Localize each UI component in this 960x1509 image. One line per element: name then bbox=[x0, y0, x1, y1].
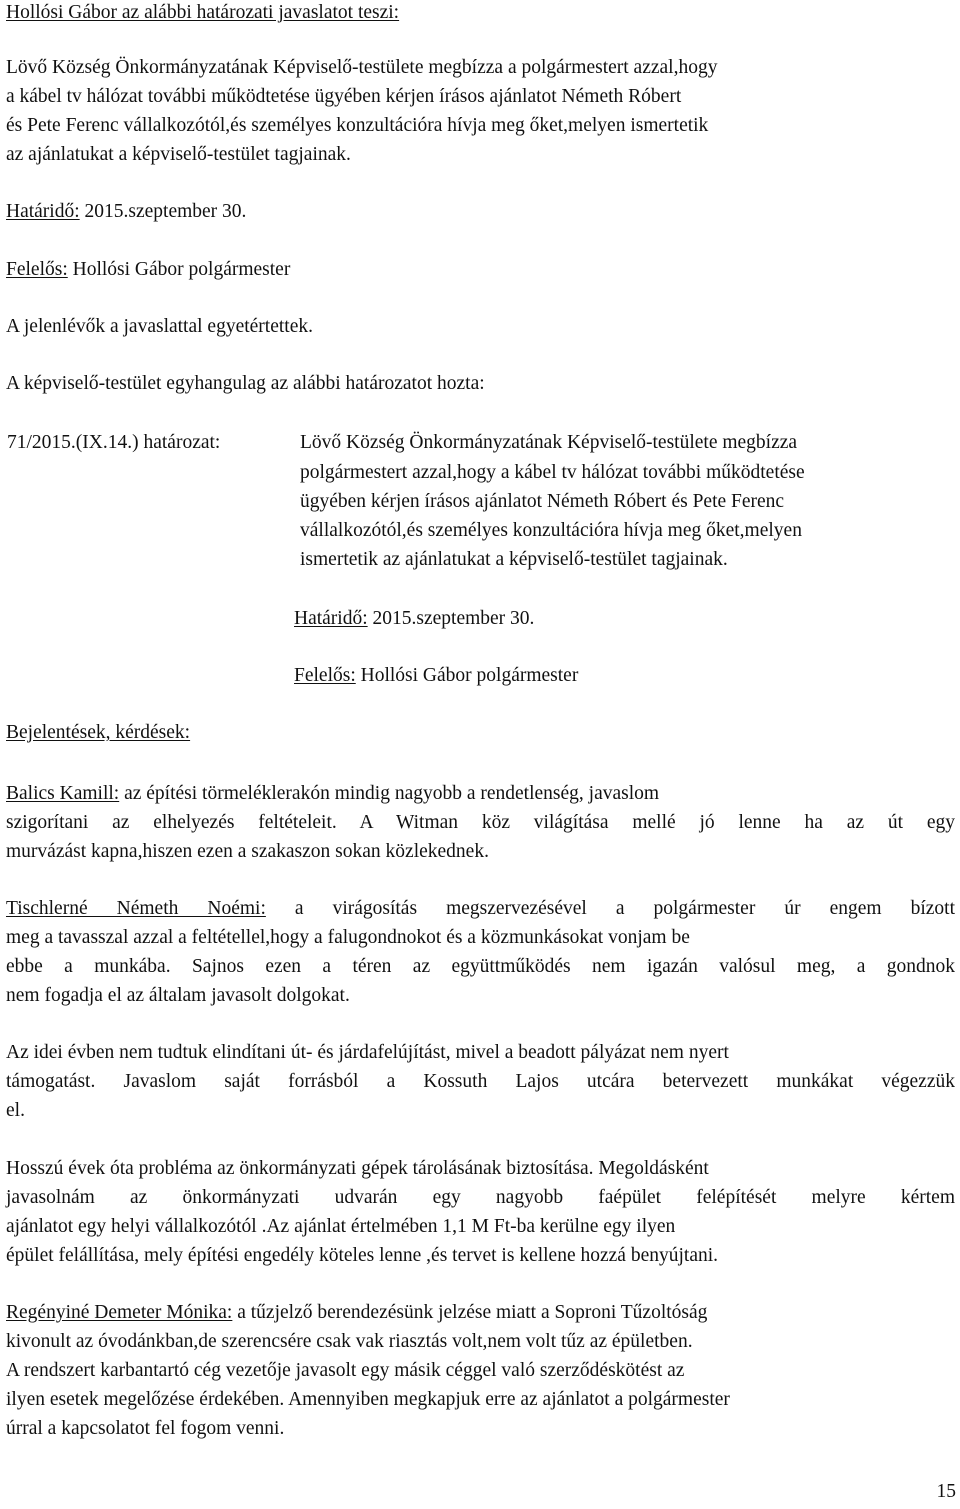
speaker-name: Tischlerné Németh Noémi: bbox=[6, 898, 266, 919]
responsible bbox=[6, 257, 290, 283]
resolution-line: Lövő Község Önkormányzatának Képviselő-testülete megbízza bbox=[300, 432, 798, 453]
page-number: 15 bbox=[936, 1481, 956, 1502]
machines-line: javasolnám az önkormányzati udvarán egy nagyobb faépület felépítését melyre kértem bbox=[6, 1187, 955, 1208]
tischlerne-line: ebbe a munkába. Sajnos ezen a téren az együttműködés nem igazán valósul meg, a gondnok bbox=[6, 956, 955, 977]
tischlerne-line: meg a tavasszal azzal a feltétellel,hogy a falugondnokot és a közmunkásokat vonjam be bbox=[6, 927, 690, 948]
machines-line: Hosszú évek óta probléma az önkormányzati gépek tárolásának biztosítása. Megoldásként bbox=[6, 1158, 709, 1179]
resolution-responsible bbox=[294, 663, 578, 689]
proposal-line: Lövő Község Önkormányzatának Képviselő-testülete megbízza a polgármestert azzal,hogy bbox=[6, 57, 718, 78]
speaker-name: Balics Kamill: bbox=[6, 783, 120, 804]
proposal-line: a kábel tv hálózat további működtetése ügyében kérjen írásos ajánlatot Németh Róbert bbox=[6, 86, 682, 107]
regenyine-line: kivonult az óvodánkban,de szerencsére csak vak riasztás volt,nem volt tűz az épületben. bbox=[6, 1331, 693, 1352]
balics-line: murvázást kapna,hiszen ezen a szakaszon sokan közlekednek. bbox=[6, 841, 489, 862]
resolution-responsible-value: Hollósi Gábor polgármester bbox=[355, 665, 579, 686]
machines-line: épület felállítása, mely építési engedély köteles lenne ,és tervet is kellene hozzá benyújtani. bbox=[6, 1245, 719, 1266]
balics-line bbox=[6, 781, 659, 807]
resolution-line: vállalkozótól,és személyes konzultációra hívja meg őket,melyen bbox=[300, 520, 802, 541]
resolution-line: polgármestert azzal,hogy a kábel tv hálózat további működtetése bbox=[300, 462, 805, 483]
roads-line: támogatást. Javaslom saját forrásból a Kossuth Lajos utcára betervezett munkákat végezzük bbox=[6, 1071, 955, 1092]
responsible-value: Hollósi Gábor polgármester bbox=[67, 259, 291, 280]
agreement-text: A jelenlévők a javaslattal egyetértettek. bbox=[6, 316, 313, 337]
proposal-line: és Pete Ferenc vállalkozótól,és személyes konzultációra hívja meg őket,melyen ismertetik bbox=[6, 115, 709, 136]
regenyine-line: ilyen esetek megelőzése érdekében. Amennyiben megkapjuk erre az ajánlatot a polgármester bbox=[6, 1389, 730, 1410]
tischlerne-text: a virágosítás megszervezésével a polgármester úr engem bízott bbox=[265, 898, 956, 919]
roads-line: el. bbox=[6, 1100, 25, 1121]
regenyine-line: úrral a kapcsolatot fel fogom venni. bbox=[6, 1418, 285, 1439]
balics-text: az építési törmeléklerakón mindig nagyobb a rendetlenség, javaslom bbox=[119, 783, 660, 804]
balics-line: szigorítani az elhelyezés feltételeit. A Witman köz világítása mellé jó lenne ha az út egy bbox=[6, 812, 955, 833]
regenyine-line bbox=[6, 1300, 707, 1326]
tischlerne-line: nem fogadja el az általam javasolt dolgokat. bbox=[6, 985, 350, 1006]
machines-line: ajánlatot egy helyi vállalkozótól .Az ajánlat értelmében 1,1 M Ft-ba kerülne egy ilyen bbox=[6, 1216, 676, 1237]
proposal-line: az ajánlatukat a képviselő-testület tagjainak. bbox=[6, 144, 351, 165]
tischlerne-line bbox=[6, 896, 955, 922]
deadline bbox=[6, 199, 246, 225]
resolution-deadline-value: 2015.szeptember 30. bbox=[367, 608, 535, 629]
resolution-line: ismertetik az ajánlatukat a képviselő-testület tagjainak. bbox=[300, 549, 728, 570]
announcements-heading: Bejelentések, kérdések: bbox=[6, 722, 191, 743]
resolution-number: 71/2015.(IX.14.) határozat: bbox=[7, 432, 221, 453]
roads-line: Az idei évben nem tudtuk elindítani út- és járdafelújítást, mivel a beadott pályázat nem nyert bbox=[6, 1042, 729, 1063]
resolution-deadline bbox=[294, 606, 534, 632]
speaker-name: Regényiné Demeter Mónika: bbox=[6, 1302, 233, 1323]
regenyine-line: A rendszert karbantartó cég vezetője javasolt egy másik céggel való szerződéskötést az bbox=[6, 1360, 685, 1381]
responsible-label: Felelős: bbox=[6, 259, 68, 280]
deadline-value: 2015.szeptember 30. bbox=[79, 201, 247, 222]
resolution-line: ügyében kérjen írásos ajánlatot Németh Róbert és Pete Ferenc bbox=[300, 491, 785, 512]
deadline-label: Határidő: bbox=[6, 201, 80, 222]
resolution-deadline-label: Határidő: bbox=[294, 608, 368, 629]
unanimous-text: A képviselő-testület egyhangulag az alábbi határozatot hozta: bbox=[6, 373, 485, 394]
regenyine-text: a tűzjelző berendezésünk jelzése miatt a Soproni Tűzoltóság bbox=[232, 1302, 708, 1323]
proposal-intro: Hollósi Gábor az alábbi határozati javaslatot teszi: bbox=[6, 2, 400, 23]
resolution-responsible-label: Felelős: bbox=[294, 665, 356, 686]
